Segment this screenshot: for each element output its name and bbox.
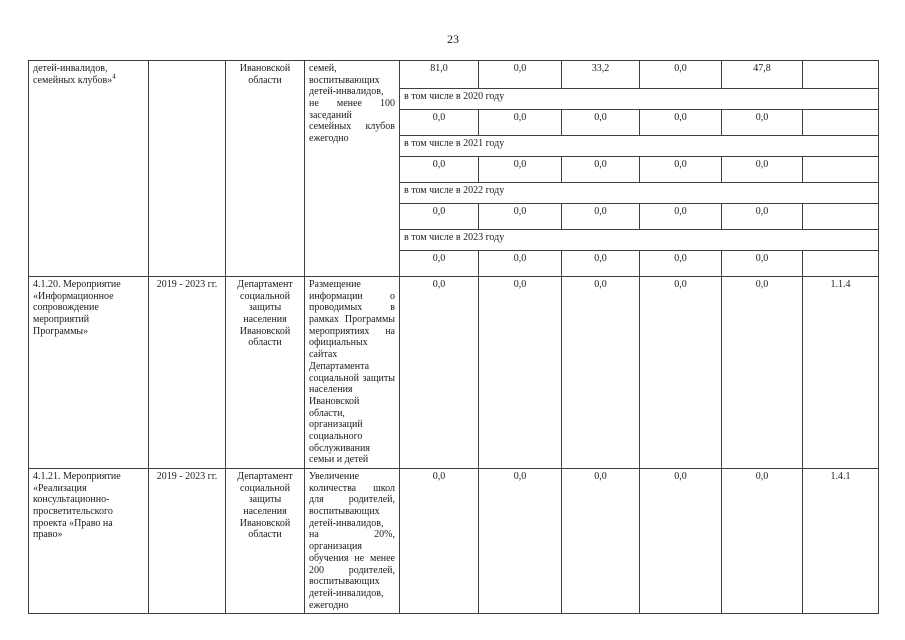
value-cell: 0,0: [722, 157, 803, 183]
value-cell: 0,0: [640, 469, 722, 614]
value-cell: 0,0: [479, 204, 562, 230]
value-cell: 0,0: [479, 157, 562, 183]
value-cell: 0,0: [640, 110, 722, 136]
value-cell: 0,0: [479, 251, 562, 277]
measure-name-cell: 4.1.20. Мероприятие «Информационное сопровождение мероприятий Программы»: [29, 277, 149, 469]
value-cell: 33,2: [562, 61, 640, 89]
measure-name-cell: [29, 61, 149, 277]
period-cell-empty: [149, 61, 226, 277]
value-cell: 0,0: [479, 61, 562, 89]
executor-cell: Департамент социальной защиты населения Ивановской области: [226, 469, 305, 614]
value-cell: 81,0: [400, 61, 479, 89]
value-cell: 0,0: [640, 277, 722, 469]
executor-cell: Ивановской области: [226, 61, 305, 277]
value-cell: 0,0: [562, 204, 640, 230]
indicator-cell-empty: [803, 157, 879, 183]
year-subheader-cell: в том числе в 2020 году: [400, 89, 879, 110]
expected-result-cell: семей, воспитывающих детей-инвалидов, не менее 100 заседаний семейных клубов ежегодно: [305, 61, 400, 277]
measure-name-text: детей-инвалидов, семейных клубов»: [33, 63, 113, 86]
value-cell: 0,0: [562, 251, 640, 277]
year-subheader-cell: в том числе в 2022 году: [400, 183, 879, 204]
value-cell: 0,0: [722, 277, 803, 469]
value-cell: 0,0: [479, 469, 562, 614]
table-row: [29, 277, 879, 469]
measure-name-cell: 4.1.21. Мероприятие «Реализация консультационно-просветительского проекта «Право на право»: [29, 469, 149, 614]
table-row: [29, 61, 879, 89]
value-cell: 0,0: [722, 204, 803, 230]
page-number: 23: [447, 32, 459, 46]
value-cell: 0,0: [479, 110, 562, 136]
indicator-cell: 1.1.4: [803, 277, 879, 469]
period-cell: 2019 - 2023 гг.: [149, 277, 226, 469]
value-cell: 0,0: [400, 157, 479, 183]
expected-result-cell: Увеличение количества школ для родителей, воспитывающих детей-инвалидов, на 20%, организация обучения не менее 200 родителей, воспитывающих детей-инвалидов, ежегодно: [305, 469, 400, 614]
indicator-cell: 1.4.1: [803, 469, 879, 614]
year-subheader-cell: в том числе в 2023 году: [400, 230, 879, 251]
value-cell: 0,0: [400, 251, 479, 277]
indicator-cell-empty: [803, 204, 879, 230]
value-cell: 0,0: [640, 157, 722, 183]
indicator-cell-empty: [803, 110, 879, 136]
value-cell: 47,8: [722, 61, 803, 89]
value-cell: 0,0: [562, 110, 640, 136]
value-cell: 0,0: [562, 277, 640, 469]
year-subheader-cell: в том числе в 2021 году: [400, 136, 879, 157]
value-cell: 0,0: [640, 204, 722, 230]
program-measures-table: [28, 60, 879, 614]
value-cell: 0,0: [722, 110, 803, 136]
executor-cell: Департамент социальной защиты населения Ивановской области: [226, 277, 305, 469]
value-cell: 0,0: [640, 61, 722, 89]
value-cell: 0,0: [400, 204, 479, 230]
footnote-marker: 4: [112, 72, 116, 81]
period-cell: 2019 - 2023 гг.: [149, 469, 226, 614]
table-row: [29, 469, 879, 614]
value-cell: 0,0: [400, 110, 479, 136]
value-cell: 0,0: [479, 277, 562, 469]
value-cell: 0,0: [722, 469, 803, 614]
value-cell: 0,0: [722, 251, 803, 277]
value-cell: 0,0: [562, 469, 640, 614]
indicator-cell-empty: [803, 61, 879, 89]
value-cell: 0,0: [400, 277, 479, 469]
expected-result-cell: Размещение информации о проводимых в рамках Программы мероприятиях на официальных сайтах Департамента социальной защиты населения Ивановской области, организаций социального обслуживания семьи и детей: [305, 277, 400, 469]
indicator-cell-empty: [803, 251, 879, 277]
value-cell: 0,0: [400, 469, 479, 614]
value-cell: 0,0: [640, 251, 722, 277]
value-cell: 0,0: [562, 157, 640, 183]
